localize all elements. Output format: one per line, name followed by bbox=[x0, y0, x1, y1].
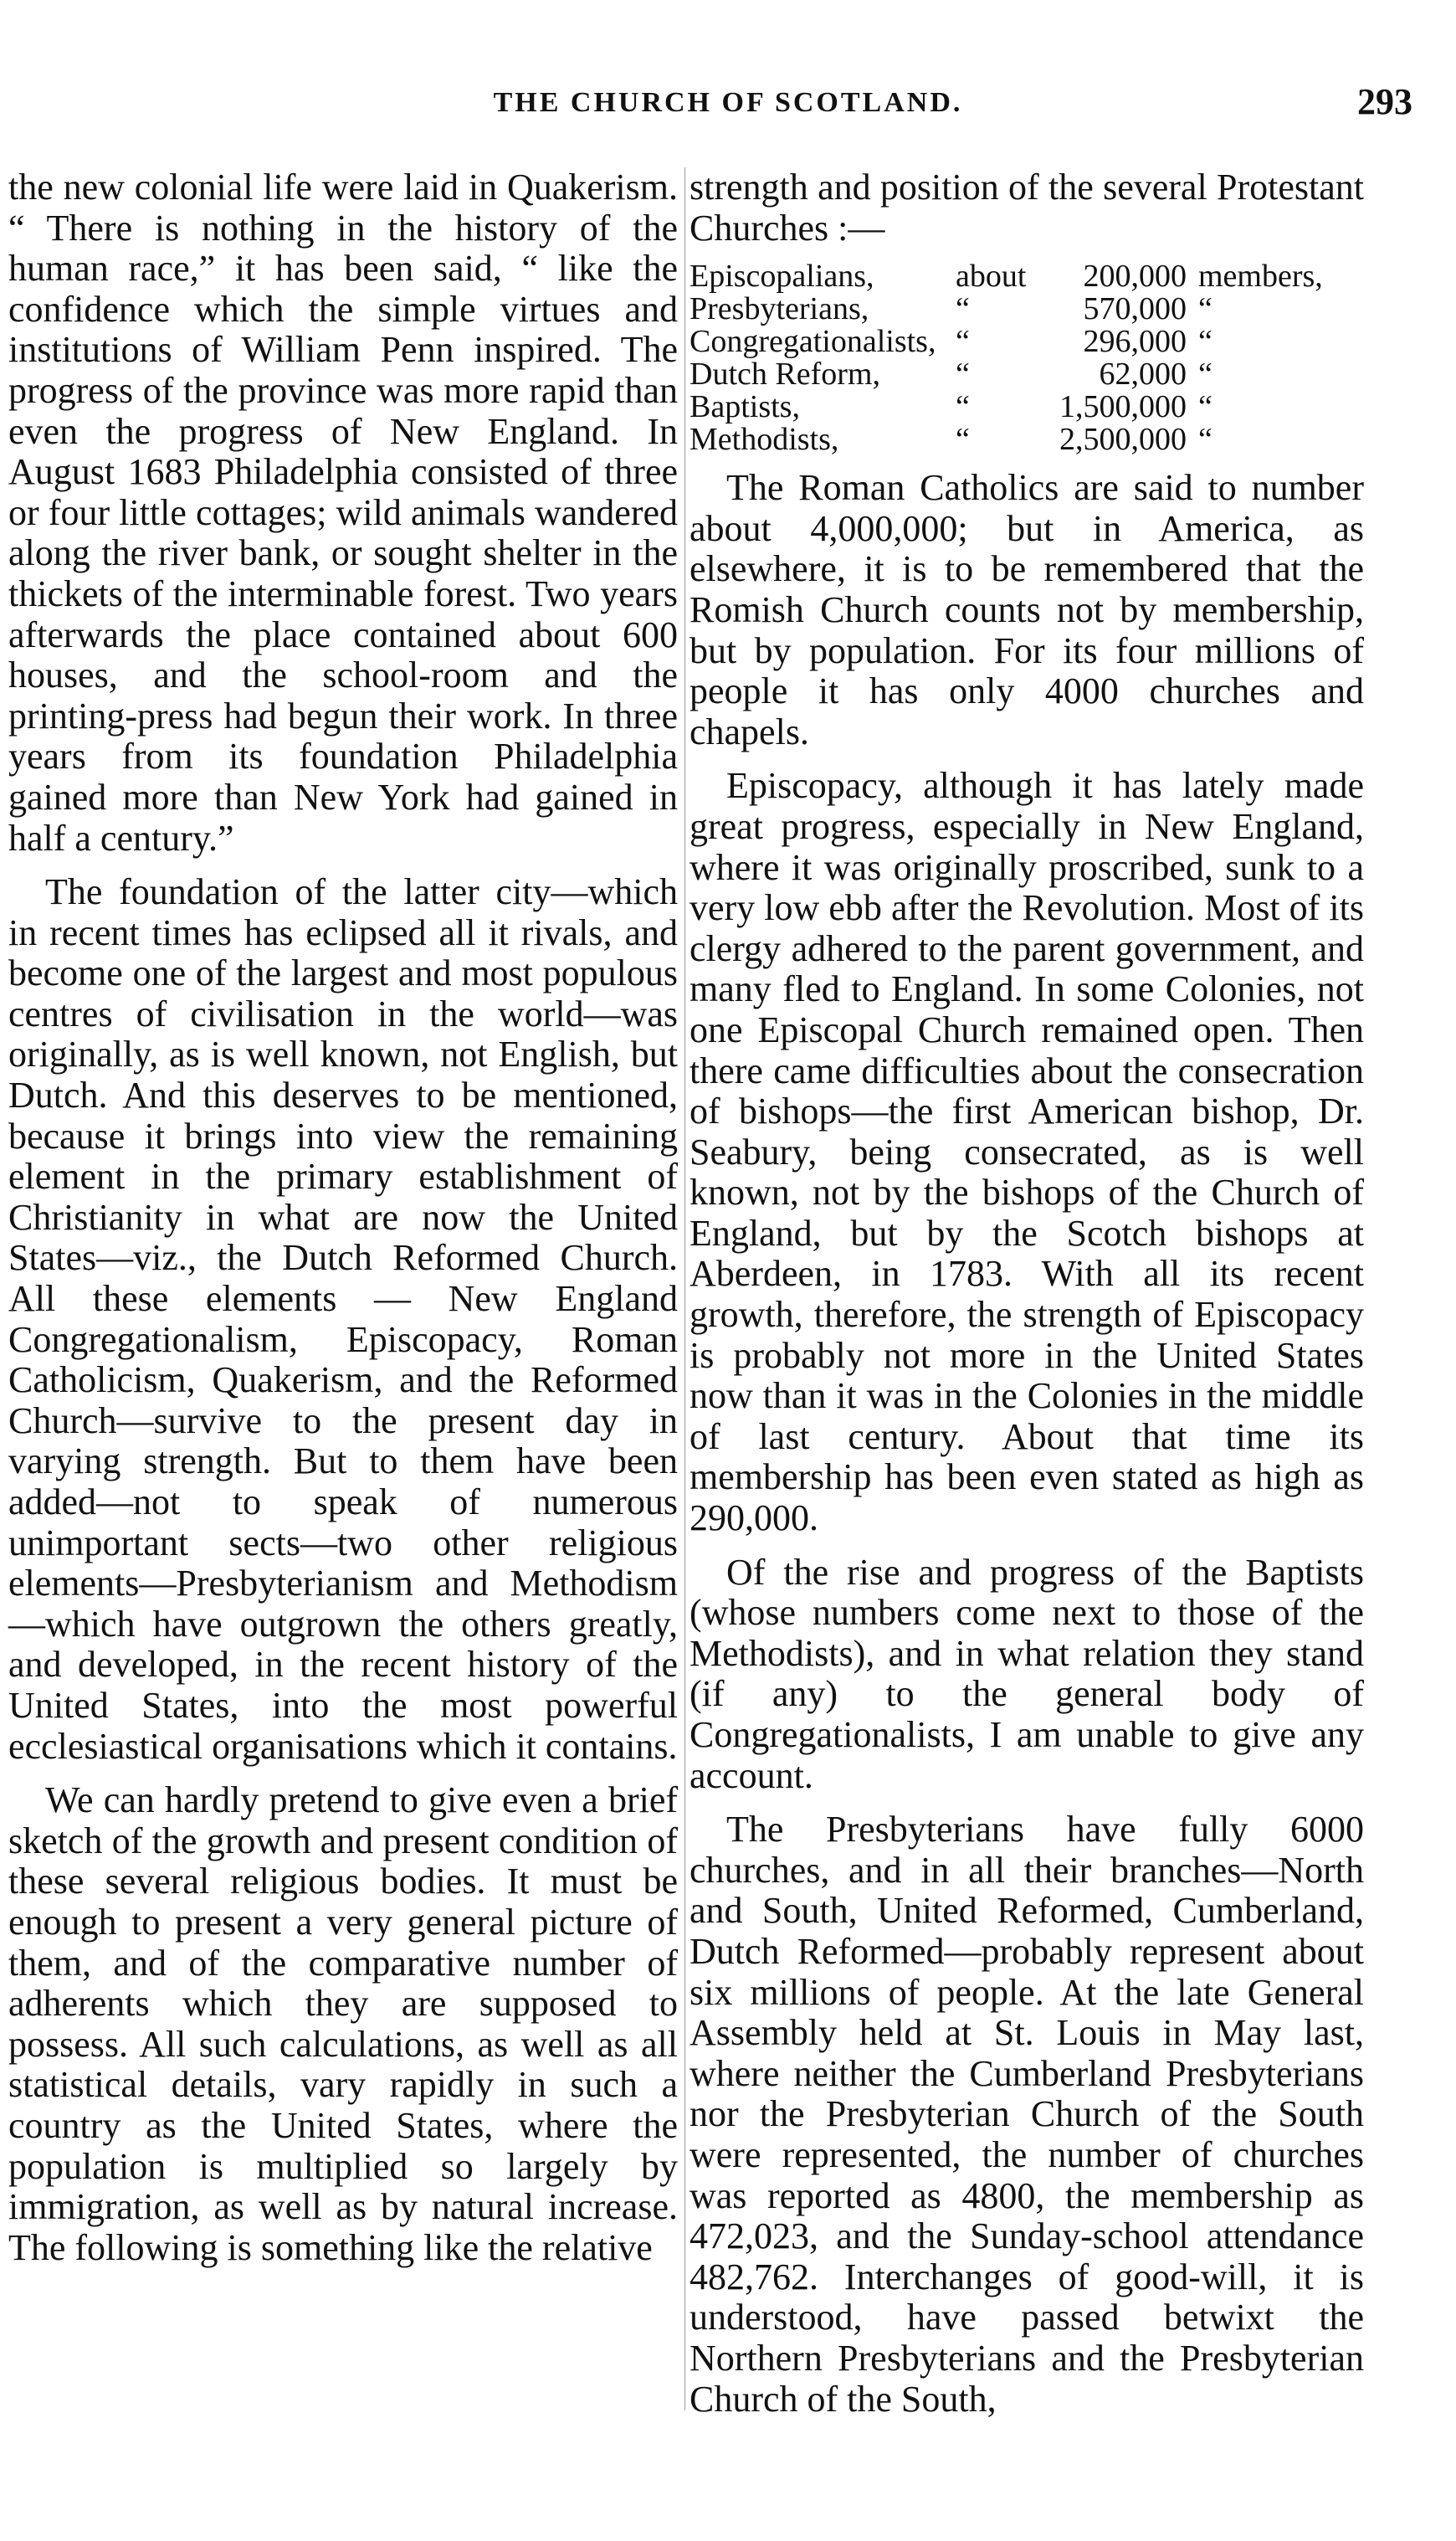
church-name: Dutch Reform, bbox=[690, 357, 880, 393]
table-row bbox=[690, 424, 1364, 456]
unit: “ bbox=[1198, 324, 1212, 360]
running-title: THE CHURCH OF SCOTLAND. bbox=[493, 87, 963, 118]
paragraph-new-york: The foundation of the latter city—which in recent times has eclipsed all it rivals, and become one of the largest and most populous centres of civilisation in the world—was originally, as is well known, not English, but Dutch. And this deserves to be mentioned, because it brings into view the remaining element in the primary establishment of Christianity in what are now the United States—viz., the Dutch Reformed Church. All these elements — New England Congregationalism, Episcopacy, Roman Catholicism, Quakerism, and the Reformed Church—survive to the present day in varying strength. But to them have been added—not to speak of numerous unimportant sects—two other religious elements—Presbyterianism and Methodism—which have outgrown the others greatly, and developed, in the recent history of the United States, into the most powerful ecclesiastical organisations which it contains. bbox=[8, 871, 678, 1767]
right-column bbox=[690, 167, 1364, 2433]
paragraph-baptists: Of the rise and progress of the Baptists (whose numbers come next to those of the Methodists), and in what relation they stand (if any) to the general body of Congregationalists, I am unable to give any account. bbox=[690, 1551, 1364, 1796]
qualifier: “ bbox=[956, 389, 970, 425]
unit: members, bbox=[1198, 259, 1323, 295]
table-row bbox=[690, 293, 1364, 326]
paragraph-penn-quote: the new colonial life were laid in Quakerism. “ There is nothing in the history of the human race,” it has been said, “ like the confidence which the simple virtues and institutions of William Penn inspired. The progress of the province was more rapid than even the progress of New England. In August 1683 Philadelphia consisted of three or four little cottages; wild animals wandered along the river bank, or sought shelter in the thickets of the interminable forest. Two years afterwards the place contained about 600 houses, and the school-room and the printing-press had begun their work. In three years from its foundation Philadelphia gained more than New York had gained in half a century.” bbox=[8, 167, 678, 859]
paragraph-statistics-intro: We can hardly pretend to give even a brief sketch of the growth and present condition of these several religious bodies. It must be enough to present a very general picture of them, and of the comparative number of adherents which they are supposed to possess. All such calculations, as well as all statistical details, vary rapidly in such a country as the United States, where the population is multiplied so largely by immigration, as well as by natural increase. The following is something like the relative bbox=[8, 1779, 678, 2268]
member-count: 62,000 bbox=[1099, 357, 1187, 393]
church-name: Methodists, bbox=[690, 422, 839, 458]
qualifier: about bbox=[956, 259, 1027, 295]
member-count: 296,000 bbox=[1083, 324, 1187, 360]
paragraph-continuation: strength and position of the several Protestant Churches :— bbox=[690, 167, 1364, 249]
member-count: 200,000 bbox=[1083, 259, 1187, 295]
qualifier: “ bbox=[956, 357, 970, 393]
church-name: Congregationalists, bbox=[690, 324, 936, 360]
column-divider bbox=[684, 167, 685, 2410]
qualifier: “ bbox=[956, 422, 970, 458]
church-name: Episcopalians, bbox=[690, 259, 874, 295]
page-number: 293 bbox=[1357, 81, 1412, 122]
qualifier: “ bbox=[956, 291, 970, 327]
member-count: 570,000 bbox=[1083, 291, 1187, 327]
table-row bbox=[690, 391, 1364, 424]
table-row bbox=[690, 260, 1364, 293]
church-name: Baptists, bbox=[690, 389, 800, 425]
paragraph-presbyterians: The Presbyterians have fully 6000 churches, and in all their branches—North and South, United Reformed, Cumberland, Dutch Reformed—probably represent about six millions of people. At the late General Assembly held at St. Louis in May last, where neither the Cumberland Presbyterians nor the Presbyterian Church of the South were represented, the number of churches was reported as 4800, the membership as 472,023, and the Sunday-school attendance 482,762. Interchanges of good-will, it is understood, have passed betwixt the Northern Presbyterians and the Presbyterian Church of the South, bbox=[690, 1809, 1364, 2420]
running-head bbox=[0, 80, 1456, 131]
membership-table bbox=[690, 260, 1364, 456]
unit: “ bbox=[1198, 291, 1212, 327]
paragraph-roman-catholics: The Roman Catholics are said to number about 4,000,000; but in America, as elsewhere, it is to be remembered that the Romish Church counts not by membership, but by population. For its four millions of people it has only 4000 churches and chapels. bbox=[690, 467, 1364, 752]
unit: “ bbox=[1198, 389, 1212, 425]
member-count: 1,500,000 bbox=[1059, 389, 1187, 425]
qualifier: “ bbox=[956, 324, 970, 360]
paragraph-episcopacy: Episcopacy, although it has lately made great progress, especially in New England, where it was originally proscribed, sunk to a very low ebb after the Revolution. Most of its clergy adhered to the parent government, and many fled to England. In some Colonies, not one Episcopal Church remained open. Then there came difficulties about the consecration of bishops—the first American bishop, Dr. Seabury, being consecrated, as is well known, not by the bishops of the Church of England, but by the Scotch bishops at Aberdeen, in 1783. With all its recent growth, therefore, the strength of Episcopacy is probably not more in the United States now than it was in the Colonies in the middle of last century. About that time its membership has been even stated as high as 290,000. bbox=[690, 765, 1364, 1539]
table-row bbox=[690, 326, 1364, 358]
member-count: 2,500,000 bbox=[1059, 422, 1187, 458]
table-row bbox=[690, 358, 1364, 391]
unit: “ bbox=[1198, 422, 1212, 458]
left-column bbox=[8, 167, 678, 2282]
church-name: Presbyterians, bbox=[690, 291, 869, 327]
unit: “ bbox=[1198, 357, 1212, 393]
